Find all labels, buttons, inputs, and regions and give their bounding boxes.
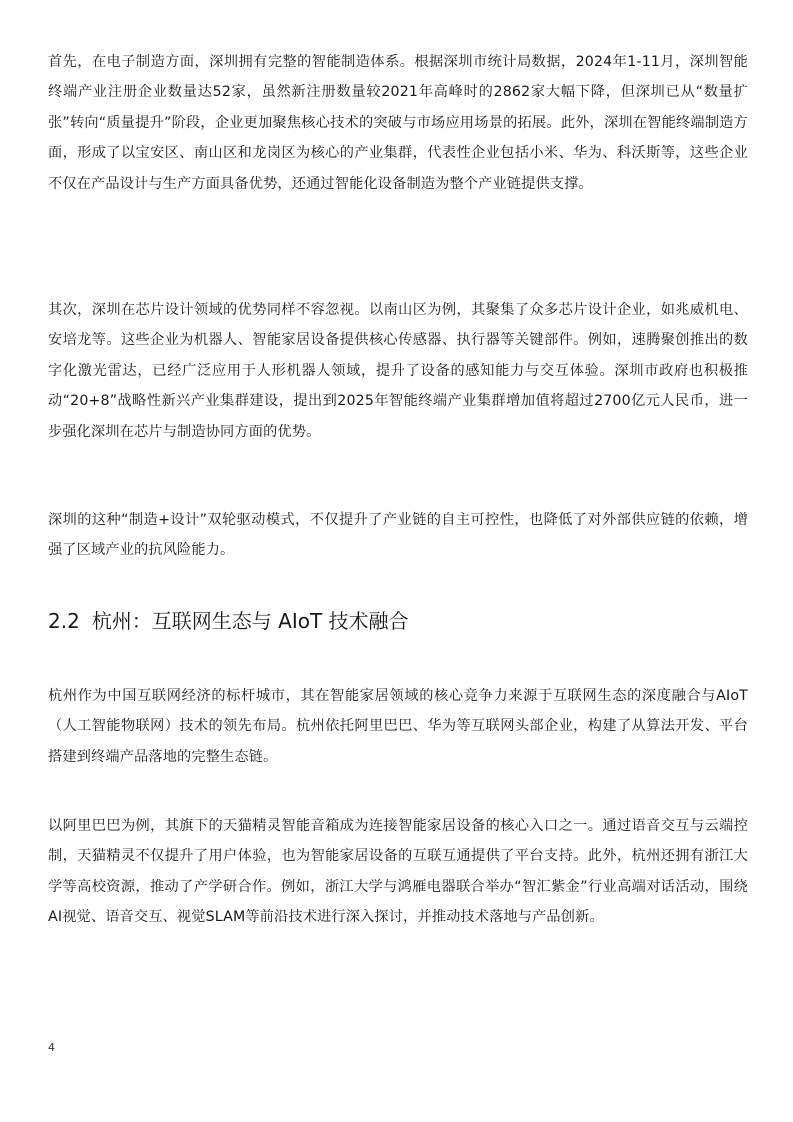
paragraph-shenzhen-manufacturing: 首先，在电子制造方面，深圳拥有完整的智能制造体系。根据深圳市统计局数据，2024年1-11月，深圳智能终端产业注册企业数量达52家，虽然新注册数量较2021年高峰时的2862家大幅下降，但深圳已从“数量扩张”转向“质量提升”阶段，企业更加聚焦核心技术的突破与市场应用场景的拓展。此外，深圳在智能终端制造方面，形成了以宝安区、南山区和龙岗区为核心的产业集群，代表性企业包括小米、华为、科沃斯等，这些企业不仅在产品设计与生产方面具备优势，还通过智能化设备制造为整个产业链提供支撑。 [48,54,748,192]
paragraph-shenzhen-dual-drive: 深圳的这种“制造+设计”双轮驱动模式，不仅提升了产业链的自主可控性，也降低了对外部供应链的依赖，增强了区域产业的抗风险能力。 [48,512,748,559]
paragraph-shenzhen-chip-design: 其次，深圳在芯片设计领域的优势同样不容忽视。以南山区为例，其聚集了众多芯片设计企业，如兆威机电、安培龙等。这些企业为机器人、智能家居设备提供核心传感器、执行器等关键部件。例如，速腾聚创推出的数字化激光雷达，已经广泛应用于人形机器人领域，提升了设备的感知能力与交互体验。深圳市政府也积极推动“20+8”战略性新兴产业集群建设，提出到2025年智能终端产业集群增加值将超过2700亿元人民币，进一步强化深圳在芯片与制造协同方面的优势。 [48,302,748,440]
section-heading [48,605,748,637]
paragraph-hangzhou-alibaba: 以阿里巴巴为例，其旗下的天猫精灵智能音箱成为连接智能家居设备的核心入口之一。通过语音交互与云端控制，天猫精灵不仅提升了用户体验，也为智能家居设备的互联互通提供了平台支持。此外，杭州还拥有浙江大学等高校资源，推动了产学研合作。例如，浙江大学与鸿雁电器联合举办“智汇紫金”行业高端对话活动，围绕AI视觉、语音交互、视觉SLAM等前沿技术进行深入探讨，并推动技术落地与产品创新。 [48,818,748,926]
page-number: 4 [48,1041,55,1054]
section-title: 杭州：互联网生态与 AIoT 技术融合 [91,609,409,633]
section-number: 2.2 [48,609,80,633]
paragraph-hangzhou-ecosystem: 杭州作为中国互联网经济的标杆城市，其在智能家居领域的核心竞争力来源于互联网生态的深度融合与AIoT（人工智能物联网）技术的领先布局。杭州依托阿里巴巴、华为等互联网头部企业，构建了从算法开发、平台搭建到终端产品落地的完整生态链。 [48,688,748,765]
